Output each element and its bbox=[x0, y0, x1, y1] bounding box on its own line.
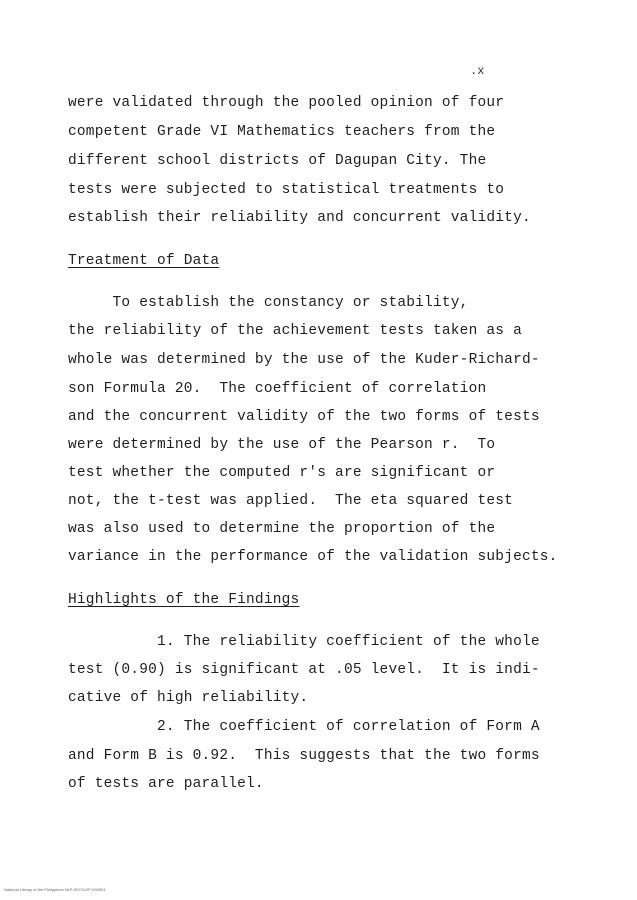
footer-stamp: National Library of the Philippines NLP-00701/2P-000001 bbox=[4, 887, 106, 892]
paragraph-line: establish their reliability and concurrent validity. bbox=[68, 210, 531, 226]
paragraph-line: different school districts of Dagupan City. The bbox=[68, 153, 487, 169]
paragraph-line: test whether the computed r's are significant or bbox=[68, 465, 496, 481]
page-number: .x bbox=[470, 64, 485, 78]
finding-line: test (0.90) is significant at .05 level. It is indi- bbox=[68, 662, 540, 678]
paragraph-line: not, the t-test was applied. The eta squared test bbox=[68, 493, 514, 509]
finding-line: of tests are parallel. bbox=[68, 776, 264, 792]
finding-line: 2. The coefficient of correlation of Form A bbox=[68, 719, 540, 735]
paragraph-line: son Formula 20. The coefficient of correlation bbox=[68, 381, 487, 397]
paragraph-line: whole was determined by the use of the Kuder-Richard- bbox=[68, 352, 540, 368]
paragraph-line: tests were subjected to statistical treatments to bbox=[68, 182, 505, 198]
paragraph-line: was also used to determine the proportion of the bbox=[68, 521, 496, 537]
finding-line: cative of high reliability. bbox=[68, 690, 309, 706]
finding-line: 1. The reliability coefficient of the whole bbox=[68, 634, 540, 650]
section-heading-treatment-of-data: Treatment of Data bbox=[68, 253, 220, 269]
section-heading-highlights: Highlights of the Findings bbox=[68, 592, 300, 608]
paragraph-line: variance in the performance of the validation subjects. bbox=[68, 549, 558, 565]
paragraph-line: To establish the constancy or stability, bbox=[68, 295, 469, 311]
paragraph-line: and the concurrent validity of the two forms of tests bbox=[68, 409, 540, 425]
paragraph-line: competent Grade VI Mathematics teachers from the bbox=[68, 124, 496, 140]
paragraph-line: were determined by the use of the Pearson r. To bbox=[68, 437, 496, 453]
paragraph-line: were validated through the pooled opinion of four bbox=[68, 95, 505, 111]
paragraph-line: the reliability of the achievement tests taken as a bbox=[68, 323, 522, 339]
finding-line: and Form B is 0.92. This suggests that the two forms bbox=[68, 748, 540, 764]
